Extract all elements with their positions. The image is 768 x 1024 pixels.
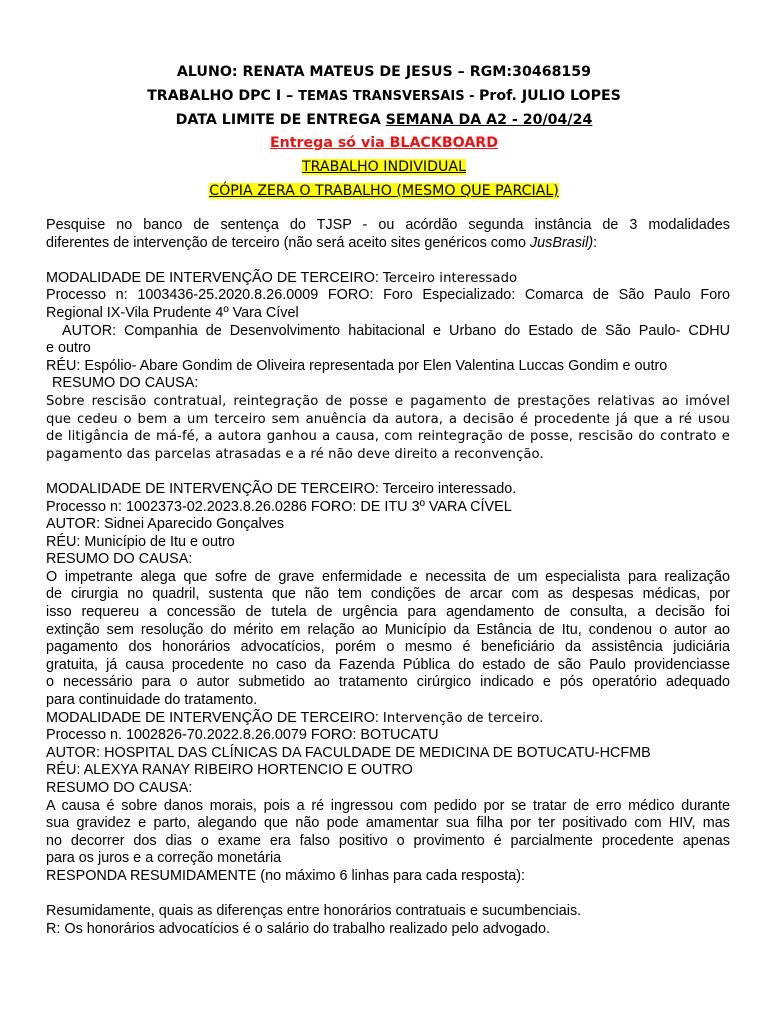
question-1: Resumidamente, quais as diferenças entre honorários contratuais e sucumbenciais.	[46, 903, 582, 920]
intro-paragraph: Pesquise no banco de sentença do TJSP - ou acórdão segunda instância de 3 modalidades diferentes de intervenção de terceiro (não será aceito sites genéricos como JusBrasil):	[46, 217, 730, 251]
case-1	[46, 270, 730, 464]
case-1-autor: AUTOR: Companhia de Desenvolvimento habitacional e Urbano do Estado de São Paulo- CDHU e outro	[46, 322, 730, 357]
document-body	[46, 217, 730, 938]
answer-1: R: Os honorários advocatícios é o salário do trabalho realizado pelo advogado.	[46, 920, 550, 937]
case-1-modalidade: MODALIDADE DE INTERVENÇÃO DE TERCEIRO: Terceiro interessado	[46, 269, 518, 286]
case-1-reu: RÉU: Espólio- Abare Gondim de Oliveira representada por Elen Valentina Luccas Gondim e outro	[46, 357, 668, 374]
case-3-autor: AUTOR: HOSPITAL DAS CLÍNICAS DA FACULDADE DE MEDICINA DE BOTUCATU-HCFMB	[46, 744, 651, 761]
deadline-line: DATA LIMITE DE ENTREGA SEMANA DA A2 - 20/04/24	[175, 111, 593, 128]
case-1-processo: Processo n: 1003436-25.2020.8.26.0009 FORO: Foro Especializado: Comarca de São Paulo Foro Regional IX-Vila Prudente 4º Vara Cível	[46, 287, 730, 321]
case-1-resumo-label: RESUMO DO CAUSA:	[52, 375, 199, 392]
document-header	[0, 61, 768, 204]
case-2	[46, 481, 730, 710]
case-2-resumo-label: RESUMO DO CAUSA:	[46, 551, 193, 568]
case-2-autor: AUTOR: Sidnei Aparecido Gonçalves	[46, 516, 285, 533]
case-1-resumo: Sobre rescisão contratual, reintegração de posse e pagamento de prestações relativas ao imóvel que cedeu o bem a um terceiro sem anuência da autora, a decisão é procedente já que a ré usou de litigância de má-fé, a autora ganhou a causa, com reintegração de posse, rescisão do contrato e pagamento das parcelas atrasadas e a ré não deve direito a reconvenção.	[46, 393, 730, 462]
responda-instruction: RESPONDA RESUMIDAMENTE (no máximo 6 linhas para cada resposta):	[46, 867, 526, 884]
student-line: ALUNO: RENATA MATEUS DE JESUS – RGM:30468159	[176, 64, 592, 80]
case-2-resumo: O impetrante alega que sofre de grave enfermidade e necessita de um especialista para realização de cirurgia no quadril, sustenta que não tem condições de arcar com as despesas médicas, por isso requereu a concessão de tutela de urgência para agendamento de consulta, a decisão foi extinção sem resolução do mérito em relação ao Município da Estância de Itu, condenou o autor ao pagamento dos honorários advocatícios, porém o mesmo é beneficiário da assistência judiciária gratuita, já causa procedente no caso da Fazenda Pública do estado de são Paulo providenciasse o necessário para o autor submetido ao tratamento cirúrgico indicado e pós operatório adequado para continuidade do tratamento.	[46, 568, 730, 709]
individual-note: TRABALHO INDIVIDUAL	[301, 159, 467, 176]
copy-warning: CÓPIA ZERA O TRABALHO (MESMO QUE PARCIAL)	[209, 182, 559, 199]
case-3-modalidade: MODALIDADE DE INTERVENÇÃO DE TERCEIRO: Intervenção de terceiro.	[46, 709, 544, 726]
course-line: TRABALHO DPC I – TEMAS TRANSVERSAIS - Prof. JULIO LOPES	[147, 87, 621, 104]
case-2-modalidade: MODALIDADE DE INTERVENÇÃO DE TERCEIRO: Terceiro interessado.	[46, 480, 517, 497]
case-2-reu: RÉU: Município de Itu e outro	[46, 533, 235, 550]
case-3-resumo-label: RESUMO DO CAUSA:	[46, 780, 193, 796]
case-2-processo: Processo n: 1002373-02.2023.8.26.0286 FORO: DE ITU 3º VARA CÍVEL	[46, 498, 512, 515]
case-3	[46, 710, 730, 868]
case-3-resumo: A causa é sobre danos morais, pois a ré ingressou com pedido por se tratar de erro médico durante sua gravidez e parto, alegando que não pode amamentar sua filha por ter positivado com HIV, mas no decorrer dos dias o exame era falso positivo o provimento é parcialmente procedente apenas para os juros e a correção monetária	[46, 797, 730, 867]
case-3-reu: RÉU: ALEXYA RANAY RIBEIRO HORTENCIO E OUTRO	[46, 762, 413, 779]
delivery-note: Entrega só via BLACKBOARD	[269, 135, 499, 152]
case-3-processo: Processo n. 1002826-70.2022.8.26.0079 FORO: BOTUCATU	[46, 727, 439, 744]
